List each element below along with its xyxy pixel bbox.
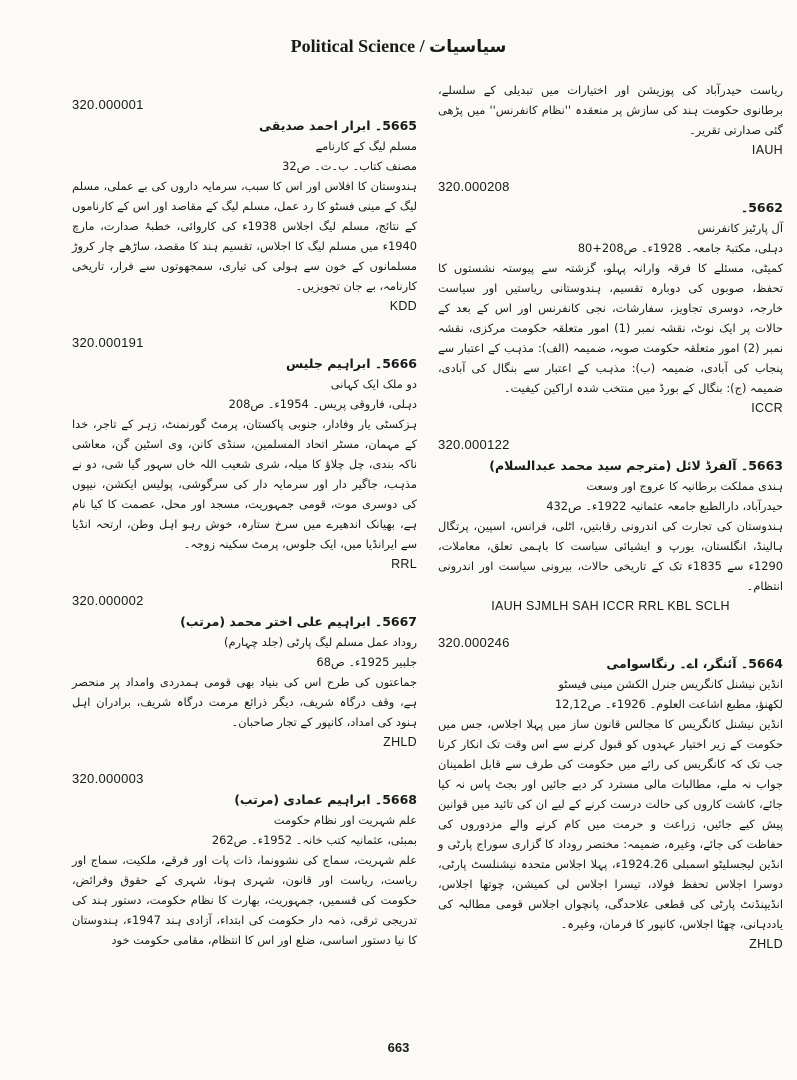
library-codes: RRL — [391, 557, 417, 571]
entry-heading: 5668۔ ابراہیم عمادی (مرتب) — [234, 792, 417, 807]
entry-5663 — [438, 437, 783, 613]
classification-code: 320.000191 — [72, 335, 144, 350]
entry-5662 — [438, 179, 783, 415]
classification-code: 320.000122 — [438, 437, 510, 452]
entry-heading: 5665۔ ابرار احمد صدیقی — [259, 118, 417, 133]
entry-title: انڈین نیشنل کانگریس جنرل الکشن مینی فیسٹو — [558, 677, 783, 691]
entry-title: آل پارٹیز کانفرنس — [697, 221, 783, 235]
library-codes: ZHLD — [749, 937, 783, 951]
library-codes: KDD — [389, 299, 417, 313]
entry-contents: ہزکسٹی یار وفادار، جنوبی پاکستان، پرمٹ گورنمنٹ، زہر کے تاجر، خدا کے مہمان، مسٹر اتحاد المسلمین، سنڈی کانن، وی اسٹین گن، معاشی ناکہ بندی، چل چلاؤ کا میلہ، شری شعیب اللہ خاں سہور گیا شی، دو نے مذہب، جاگیر دار اور سرمایہ دار کی سرگوشی، پولیس ایکشن، نیپوں کی دوسری موت، قومی جمہوریت، مسجد اور محل، عصمت کا کیا نام ہے، بھیانک اندھیرے میں سرخ ستارہ، خوش رہو اہل وطن، ارتحہ انڈیا سے ایرانڈیا میں، ایک جلوس، پرمٹ سکینہ زوجہ۔ — [72, 417, 417, 551]
entry-5668 — [72, 771, 417, 950]
publication-info: دہلی، مکتبۂ جامعہ۔ 1928ء۔ ص208+80 — [577, 241, 783, 255]
entry-heading: 5667۔ ابراہیم علی اختر محمد (مرتب) — [180, 614, 417, 629]
publication-info: دہلی، فاروقی پریس۔ 1954ء۔ ص208 — [228, 397, 417, 411]
entry-heading: 5664۔ آئنگر، اے۔ رنگاسوامی — [606, 656, 783, 671]
entry-contents: ہندوستان کی تجارت کی اندرونی رقابتیں، اٹلی، فرانس، اسپین، پرتگال ہالینڈ، انگلستان، یورپ و ایشیائی سیاست کا باہمی تعلق، معاملات، 1290ء سے 1835ء تک کے تاریخی حالات، بیرونی سیاست اور اندرونی انتظام۔ — [438, 519, 783, 593]
publication-info: بمبئی، عثمانیہ کتب خانہ۔ 1952ء۔ ص262 — [211, 833, 417, 847]
publication-info: لکھنؤ، مطبع اشاعت العلوم۔ 1926ء۔ ص12,12 — [554, 697, 783, 711]
publication-info: مصنف کتاب۔ ب۔ت۔ ص32 — [282, 159, 417, 173]
entry-continued — [438, 80, 783, 157]
publication-info: جلبیر 1925ء۔ ص68 — [316, 655, 417, 669]
publication-info: حیدرآباد، دارالطبع جامعہ عثمانیہ 1922ء۔ ص432 — [546, 499, 783, 513]
right-column — [438, 80, 783, 973]
entry-5664 — [438, 635, 783, 951]
entry-contents: ہندوستان کا افلاس اور اس کا سبب، سرمایہ داروں کی بے عملی، مسلم لیگ کے مینی فسٹو کا رد عمل، مسلم لیگ کے مقاصد اور اس کے کارناموں کے نتائج، مسلم لیگ اجلاس 1938ء کی کاروائی، خطبۂ صدارت، مارچ 1940ء میں مسلم لیگ کا اجلاس، تقسیم ہند کا مقصد، ساڑھے چار کروڑ مسلمانوں کے خون سے ہولی کی تیاری، سمجھوتوں سے فرار، تاریخی کارنامہ، بے جان تجویزیں۔ — [72, 179, 417, 293]
entry-contents: انڈین نیشنل کانگریس کا مجالس قانون ساز میں پہلا اجلاس، جس میں حکومت کے زیر اختیار عہدوں کو قبول کرنے سے اس وقت تک انکار کرنا جب تک کہ کانگریس کی رائے میں حکومت کی طرف سے قابل اطمینان جواب نہ ملے، مطالبات مالی مسترد کر دیے جائیں اور بجٹ پاس نہ کیا جائے، کاشت کاروں کی حالت درست کرنے کے لیے ان کی تائید میں قوانین پیش کیے جائیں، زراعت و حرمت میں کام کرنے والے مزدوروں کی حفاظت کی جائے، وغیرہ، ضمیمہ: مختصر روداد کا گزاری سوراج پارٹی و انڈین لیجسلیٹو اسمبلی 1924.26ء، پہلا اجلاس متحدہ نیشنلسٹ پارٹی، دوسرا اجلاس تحفظ فولاد، تیسرا اجلاس لی کمیشن، چوتھا اجلاس، انڈیپنڈنٹ پارٹی کی قطعی علاحدگی، پانچواں اجلاس قومی مطالبہ کی یاددہانی، چھٹا اجلاس، کانپور کا فرمان، وغیرہ۔ — [438, 717, 783, 931]
entry-title: روداد عمل مسلم لیگ پارٹی (جلد چہارم) — [224, 635, 417, 649]
entry-heading: 5662۔ — [740, 200, 783, 215]
library-codes: IAUH SJMLH SAH ICCR RRL KBL SCLH — [491, 599, 730, 613]
entry-5667 — [72, 593, 417, 749]
entry-title: مسلم لیگ کے کارنامے — [315, 139, 417, 153]
page-number: 663 — [387, 1040, 410, 1055]
header-title-english: Political Science — [290, 36, 416, 56]
library-codes: IAUH — [751, 143, 783, 157]
classification-code: 320.000246 — [438, 635, 510, 650]
header-title-urdu: سیاسیات — [429, 37, 507, 57]
classification-code: 320.000002 — [72, 593, 144, 608]
page-header — [0, 36, 797, 57]
classification-code: 320.000003 — [72, 771, 144, 786]
entry-contents: علم شہریت، سماج کی نشوونما، ذات پات اور فرقے، ملکیت، سماج اور ریاست، ریاست اور قانون، شہری ہونا، شہری کے حقوق وفرائض، حکومت کی قسمیں، جمہوریت، بھارت کا نظام حکومت، دستور ہند کی تدریجی ترقی، ذمہ دار حکومت کی ابتداء، آزادی ہند 1947ء، ہندوستان کا نیا دستور اساسی، ضلع اور اس کا انتظام، مقامی حکومت خود — [72, 853, 417, 947]
entry-5666 — [72, 335, 417, 571]
entry-contents: ریاست حیدرآباد کی پوزیشن اور اختیارات میں تبدیلی کے سلسلے، برطانوی حکومت ہند کی سازش پر منعقدہ ''نظام کانفرنس'' میں پڑھی گئی صدارتی تقریر۔ — [438, 83, 783, 137]
entry-contents: کمیٹی، مسئلے کا فرقہ وارانہ پہلو، گزشتہ سے پیوستہ نشستوں کا تحفظ، صوبوں کی دوبارہ تقسیم، ہندوستانی ریاستیں اور سیاست خارجہ، دوسری تجاویز، سفارشات، نجی کانفرنس اور اس کے بعد کے حالات پر ایک نوٹ، نقشہ نمبر (1) امور متعلقہ حکومت مرکزی، نقشہ نمبر (2) امور متعلقہ حکومت صوبہ، ضمیمہ (الف): مذہب کے اعتبار سے پنجاب کی آبادی، ضمیمہ (ب): مذہب کے اعتبار سے بنگال کی آبادی، ضمیمہ (ج): بنگال کے بورڈ میں منتخب شدہ اراکین کیفیت۔ — [438, 261, 783, 395]
library-codes: ICCR — [751, 401, 783, 415]
classification-code: 320.000001 — [72, 97, 144, 112]
library-codes: ZHLD — [383, 735, 417, 749]
entry-contents: جماعتوں کی طرح اس کی بنیاد بھی قومی ہمدردی وامداد پر منحصر ہے، وقف درگاہ شریف، دیگر ذرائع مرمت درگاہ شریف، برادران اہل ہنود کی امداد، کانپور کے تجار صاحبان۔ — [72, 675, 417, 729]
header-separator: / — [419, 36, 425, 56]
entry-title: علم شہریت اور نظام حکومت — [273, 813, 417, 827]
entry-heading: 5666۔ ابراہیم جلیس — [286, 356, 417, 371]
entry-heading: 5663۔ آلفرڈ لائل (مترجم سید محمد عبدالسلام) — [489, 458, 783, 473]
entry-5665 — [72, 97, 417, 313]
classification-code: 320.000208 — [438, 179, 510, 194]
entry-title: ہندی مملکت برطانیہ کا عروج اور وسعت — [586, 479, 783, 493]
entry-title: دو ملک ایک کہانی — [330, 377, 417, 391]
left-column — [72, 80, 417, 972]
